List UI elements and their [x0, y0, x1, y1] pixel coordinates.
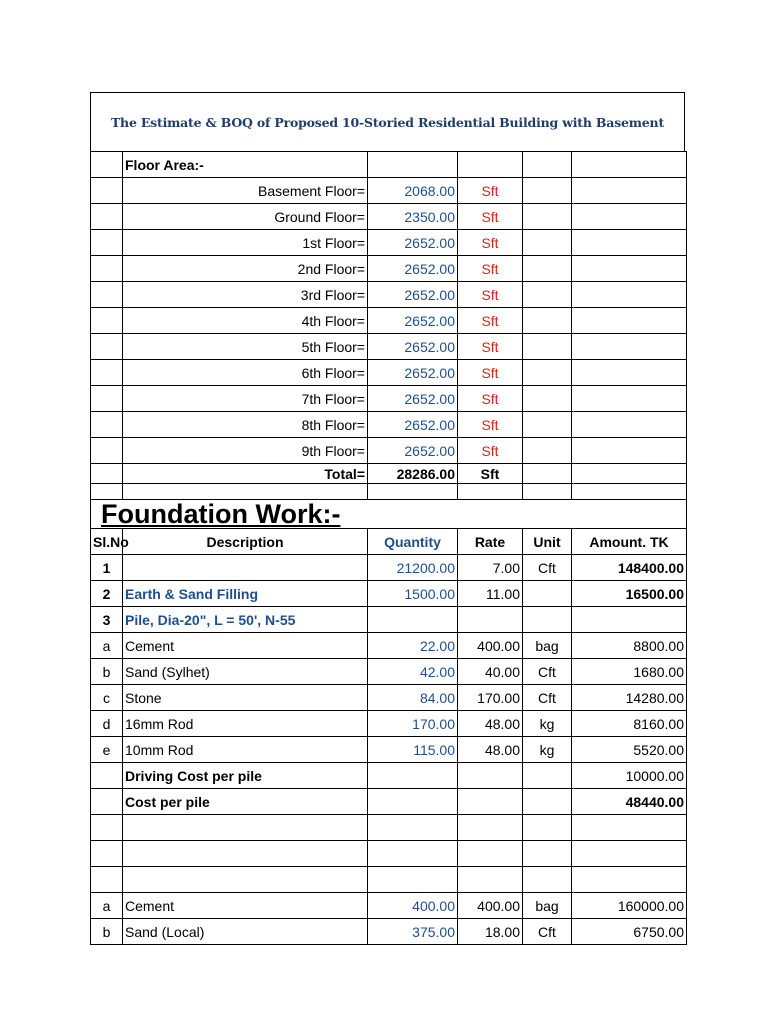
item-row	[91, 815, 687, 841]
item-amount	[572, 815, 687, 841]
item-unit: Cft	[523, 919, 572, 945]
col-header-amount: Amount. TK	[572, 529, 687, 555]
floor-total-row	[91, 464, 687, 484]
item-quantity	[368, 763, 458, 789]
floor-area-unit: Sft	[458, 308, 523, 334]
item-rate: 170.00	[458, 685, 523, 711]
empty-cell	[572, 308, 687, 334]
floor-area-value: 2652.00	[368, 230, 458, 256]
floor-area-value: 2652.00	[368, 360, 458, 386]
item-amount	[572, 607, 687, 633]
item-description: Driving Cost per pile	[123, 763, 368, 789]
item-sl	[91, 763, 123, 789]
item-rate: 11.00	[458, 581, 523, 607]
item-quantity: 84.00	[368, 685, 458, 711]
item-amount: 8800.00	[572, 633, 687, 659]
empty-cell	[523, 256, 572, 282]
item-amount	[572, 867, 687, 893]
empty-cell	[572, 230, 687, 256]
item-description: Stone	[123, 685, 368, 711]
item-quantity	[368, 789, 458, 815]
sl-cell	[91, 334, 123, 360]
floor-area-unit: Sft	[458, 438, 523, 464]
item-description: Cement	[123, 893, 368, 919]
item-unit: kg	[523, 711, 572, 737]
item-quantity	[368, 867, 458, 893]
item-unit	[523, 867, 572, 893]
empty-cell	[572, 256, 687, 282]
floor-label: 8th Floor=	[123, 412, 368, 438]
floor-area-value: 2652.00	[368, 282, 458, 308]
floor-area-value: 2350.00	[368, 204, 458, 230]
floor-area-value: 2652.00	[368, 412, 458, 438]
item-sl: a	[91, 893, 123, 919]
item-description	[123, 555, 368, 581]
empty-cell	[572, 360, 687, 386]
item-sl: b	[91, 919, 123, 945]
item-description: Pile, Dia-20", L = 50', N-55	[123, 607, 368, 633]
empty-cell	[523, 438, 572, 464]
item-row	[91, 607, 687, 633]
item-row	[91, 633, 687, 659]
floor-area-unit: Sft	[458, 360, 523, 386]
item-rate: 40.00	[458, 659, 523, 685]
boq-table	[90, 151, 687, 945]
item-description: Cost per pile	[123, 789, 368, 815]
item-quantity: 375.00	[368, 919, 458, 945]
sl-cell	[91, 178, 123, 204]
spacer-row	[91, 484, 687, 500]
item-unit: kg	[523, 737, 572, 763]
item-sl: d	[91, 711, 123, 737]
floor-label: 6th Floor=	[123, 360, 368, 386]
item-row	[91, 581, 687, 607]
total-unit: Sft	[458, 464, 523, 484]
item-amount: 8160.00	[572, 711, 687, 737]
floor-row	[91, 178, 687, 204]
item-amount: 16500.00	[572, 581, 687, 607]
item-amount: 6750.00	[572, 919, 687, 945]
floor-area-unit: Sft	[458, 282, 523, 308]
item-quantity: 22.00	[368, 633, 458, 659]
floor-row	[91, 412, 687, 438]
sl-cell	[91, 386, 123, 412]
item-rate: 48.00	[458, 737, 523, 763]
floor-row	[91, 282, 687, 308]
item-description: Cement	[123, 633, 368, 659]
title-box	[90, 92, 685, 151]
item-row	[91, 789, 687, 815]
item-rate: 48.00	[458, 711, 523, 737]
empty-cell	[572, 282, 687, 308]
col-header-sl: Sl.No	[91, 529, 123, 555]
boq-sheet	[90, 92, 685, 945]
empty-cell	[523, 412, 572, 438]
item-amount: 48440.00	[572, 789, 687, 815]
item-row	[91, 685, 687, 711]
item-row	[91, 659, 687, 685]
floor-area-value: 2652.00	[368, 438, 458, 464]
item-amount	[572, 841, 687, 867]
item-description: 10mm Rod	[123, 737, 368, 763]
sl-cell	[91, 412, 123, 438]
value-cell	[368, 152, 458, 178]
col-header-quantity: Quantity	[368, 529, 458, 555]
item-description: Sand (Local)	[123, 919, 368, 945]
item-unit	[523, 815, 572, 841]
empty-cell	[572, 204, 687, 230]
floor-row	[91, 386, 687, 412]
empty-cell	[572, 334, 687, 360]
item-row	[91, 893, 687, 919]
floor-area-unit: Sft	[458, 204, 523, 230]
floor-label: 4th Floor=	[123, 308, 368, 334]
item-description	[123, 841, 368, 867]
floor-area-unit: Sft	[458, 178, 523, 204]
item-amount: 1680.00	[572, 659, 687, 685]
item-quantity: 1500.00	[368, 581, 458, 607]
sl-cell	[91, 204, 123, 230]
empty-cell	[523, 308, 572, 334]
item-rate: 7.00	[458, 555, 523, 581]
floor-area-value: 2652.00	[368, 256, 458, 282]
floor-area-value: 2652.00	[368, 386, 458, 412]
item-unit: bag	[523, 893, 572, 919]
item-sl: b	[91, 659, 123, 685]
floor-label: 7th Floor=	[123, 386, 368, 412]
floor-row	[91, 360, 687, 386]
item-sl	[91, 815, 123, 841]
item-row	[91, 867, 687, 893]
item-quantity	[368, 841, 458, 867]
floor-area-heading: Floor Area:-	[123, 152, 368, 178]
item-sl	[91, 867, 123, 893]
item-unit: Cft	[523, 685, 572, 711]
item-sl	[91, 789, 123, 815]
empty-cell	[523, 464, 572, 484]
sl-cell	[91, 152, 123, 178]
unit-cell	[458, 152, 523, 178]
col-header-description: Description	[123, 529, 368, 555]
empty-cell	[523, 230, 572, 256]
item-quantity	[368, 815, 458, 841]
empty-cell	[572, 178, 687, 204]
item-sl: 3	[91, 607, 123, 633]
empty-cell	[523, 204, 572, 230]
floor-area-value: 2068.00	[368, 178, 458, 204]
item-quantity: 170.00	[368, 711, 458, 737]
item-quantity: 400.00	[368, 893, 458, 919]
floor-label: 1st Floor=	[123, 230, 368, 256]
item-row	[91, 763, 687, 789]
item-unit	[523, 789, 572, 815]
item-unit	[523, 607, 572, 633]
item-amount: 14280.00	[572, 685, 687, 711]
foundation-heading: Foundation Work:-	[91, 500, 458, 529]
item-rate	[458, 867, 523, 893]
empty-cell	[572, 386, 687, 412]
floor-area-unit: Sft	[458, 386, 523, 412]
item-rate	[458, 607, 523, 633]
empty-cell	[523, 360, 572, 386]
item-unit	[523, 581, 572, 607]
sl-cell	[91, 256, 123, 282]
floor-area-unit: Sft	[458, 230, 523, 256]
floor-row	[91, 256, 687, 282]
empty-cell	[572, 464, 687, 484]
col-header-unit: Unit	[523, 529, 572, 555]
item-description	[123, 815, 368, 841]
sl-cell	[91, 438, 123, 464]
item-quantity: 42.00	[368, 659, 458, 685]
floor-area-heading-row	[91, 152, 687, 178]
floor-row	[91, 438, 687, 464]
empty-cell	[523, 334, 572, 360]
sl-cell	[91, 360, 123, 386]
item-description: Sand (Sylhet)	[123, 659, 368, 685]
item-sl: a	[91, 633, 123, 659]
empty-cell	[523, 178, 572, 204]
empty-cell	[458, 484, 523, 500]
item-description	[123, 867, 368, 893]
item-sl: c	[91, 685, 123, 711]
item-row	[91, 841, 687, 867]
item-amount: 160000.00	[572, 893, 687, 919]
total-label: Total=	[123, 464, 368, 484]
item-sl: e	[91, 737, 123, 763]
item-rate: 400.00	[458, 893, 523, 919]
item-unit: Cft	[523, 659, 572, 685]
document-title: The Estimate & BOQ of Proposed 10-Storied Residential Building with Basement	[110, 115, 665, 130]
total-value: 28286.00	[368, 464, 458, 484]
floor-label: 2nd Floor=	[123, 256, 368, 282]
floor-label: 3rd Floor=	[123, 282, 368, 308]
empty-cell	[523, 152, 572, 178]
column-header-row	[91, 529, 687, 555]
sl-cell	[91, 282, 123, 308]
item-rate	[458, 841, 523, 867]
item-row	[91, 555, 687, 581]
item-description: 16mm Rod	[123, 711, 368, 737]
empty-cell	[572, 152, 687, 178]
empty-cell	[572, 438, 687, 464]
item-rate: 18.00	[458, 919, 523, 945]
item-row	[91, 919, 687, 945]
item-row	[91, 711, 687, 737]
empty-cell	[91, 484, 123, 500]
empty-cell	[572, 412, 687, 438]
item-rate: 400.00	[458, 633, 523, 659]
floor-area-unit: Sft	[458, 256, 523, 282]
item-quantity: 21200.00	[368, 555, 458, 581]
item-sl: 1	[91, 555, 123, 581]
floor-area-value: 2652.00	[368, 334, 458, 360]
empty-cell	[523, 386, 572, 412]
item-amount: 148400.00	[572, 555, 687, 581]
floor-row	[91, 334, 687, 360]
item-rate	[458, 815, 523, 841]
floor-area-unit: Sft	[458, 334, 523, 360]
empty-cell	[523, 484, 572, 500]
item-sl	[91, 841, 123, 867]
floor-row	[91, 308, 687, 334]
sl-cell	[91, 230, 123, 256]
item-unit	[523, 763, 572, 789]
floor-label: 5th Floor=	[123, 334, 368, 360]
floor-label: Basement Floor=	[123, 178, 368, 204]
floor-area-value: 2652.00	[368, 308, 458, 334]
floor-row	[91, 230, 687, 256]
floor-label: 9th Floor=	[123, 438, 368, 464]
floor-area-unit: Sft	[458, 412, 523, 438]
empty-cell	[572, 484, 687, 500]
empty-cell	[123, 484, 368, 500]
sl-cell	[91, 464, 123, 484]
section-row	[91, 500, 687, 529]
floor-row	[91, 204, 687, 230]
item-description: Earth & Sand Filling	[123, 581, 368, 607]
item-unit: Cft	[523, 555, 572, 581]
empty-cell	[458, 500, 687, 529]
item-row	[91, 737, 687, 763]
item-rate	[458, 763, 523, 789]
item-sl: 2	[91, 581, 123, 607]
item-unit	[523, 841, 572, 867]
item-amount: 5520.00	[572, 737, 687, 763]
item-quantity: 115.00	[368, 737, 458, 763]
floor-label: Ground Floor=	[123, 204, 368, 230]
item-quantity	[368, 607, 458, 633]
empty-cell	[368, 484, 458, 500]
item-amount: 10000.00	[572, 763, 687, 789]
empty-cell	[523, 282, 572, 308]
item-rate	[458, 789, 523, 815]
col-header-rate: Rate	[458, 529, 523, 555]
sl-cell	[91, 308, 123, 334]
item-unit: bag	[523, 633, 572, 659]
